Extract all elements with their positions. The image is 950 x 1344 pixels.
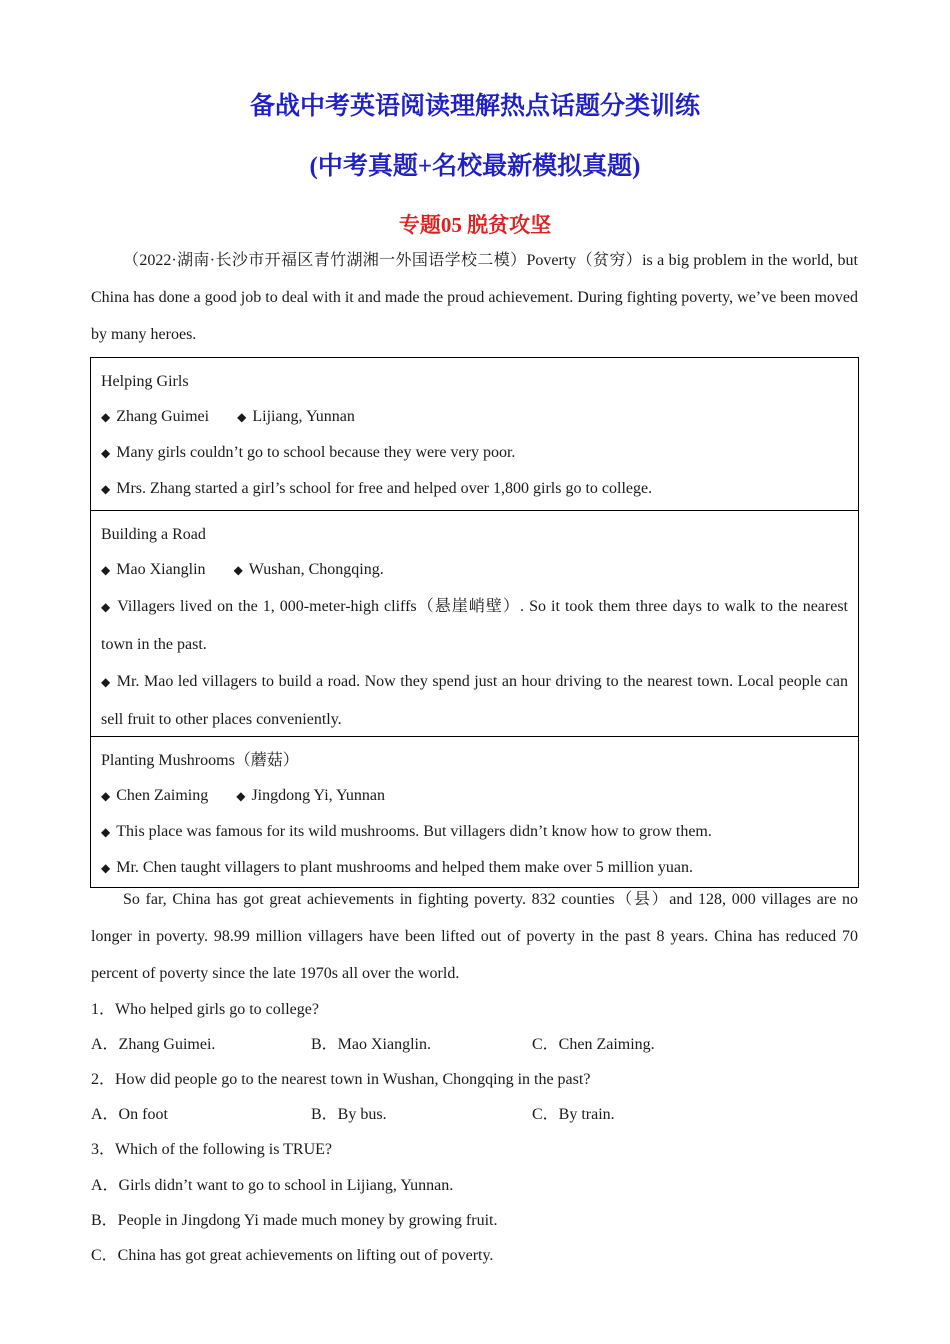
hero-place: Wushan, Chongqing. <box>248 561 384 578</box>
section-heading: Building a Road <box>101 526 206 543</box>
hero-place: Lijiang, Yunnan <box>252 408 355 425</box>
section-heading: Planting Mushrooms（蘑菇） <box>101 752 299 769</box>
section-point: ◆ Mr. Chen taught villagers to plant mushrooms and helped them make over 5 million yuan. <box>101 859 694 876</box>
closing-paragraph: So far, China has got great achievements in fighting poverty. 832 counties（县）and 128, 000 villages are no longer in poverty. 98.99 million villagers have been lifted out of poverty in the past 8 years. China has reduced 70 percent of poverty since the late 1970s all over the world. <box>91 891 858 982</box>
hero-info-row <box>101 778 848 814</box>
diamond-icon: ◆ <box>101 825 111 839</box>
question-1: 1．Who helped girls go to college? <box>91 1001 319 1018</box>
question-2-option-c[interactable]: C．By train. <box>532 1106 615 1123</box>
section-heading: Helping Girls <box>101 373 189 390</box>
diamond-icon: ◆ <box>101 563 111 577</box>
section-point: ◆ Mrs. Zhang started a girl’s school for free and helped over 1,800 girls go to college. <box>101 480 653 497</box>
hero-name: Mao Xianglin <box>116 561 206 578</box>
question-3-option-b[interactable]: B．People in Jingdong Yi made much money by growing fruit. <box>91 1212 498 1229</box>
heroes-table <box>90 357 859 888</box>
section-point: ◆ Villagers lived on the 1, 000-meter-high cliffs（悬崖峭壁）. So it took them three days to walk to the nearest town in the past. <box>101 598 848 653</box>
question-2: 2．How did people go to the nearest town in Wushan, Chongqing in the past? <box>91 1071 591 1088</box>
hero-name: Zhang Guimei <box>116 408 210 425</box>
hero-place: Jingdong Yi, Yunnan <box>251 787 385 804</box>
diamond-icon: ◆ <box>101 789 111 803</box>
question-3-option-c[interactable]: C．China has got great achievements on lifting out of poverty. <box>91 1247 494 1264</box>
table-section-building-road <box>91 510 858 736</box>
diamond-icon: ◆ <box>101 861 111 875</box>
hero-info-row <box>101 399 848 435</box>
table-section-helping-girls <box>91 358 858 510</box>
question-2-option-b[interactable]: B．By bus. <box>311 1106 387 1123</box>
question-2-option-a[interactable]: A．On foot <box>91 1106 168 1123</box>
question-1-option-c[interactable]: C．Chen Zaiming. <box>532 1036 655 1053</box>
diamond-icon: ◆ <box>101 410 111 424</box>
document-title: 备战中考英语阅读理解热点话题分类训练 <box>249 93 700 120</box>
diamond-icon: ◆ <box>101 600 112 614</box>
section-point: ◆ This place was famous for its wild mushrooms. But villagers didn’t know how to grow them. <box>101 823 712 840</box>
section-point: ◆ Many girls couldn’t go to school because they were very poor. <box>101 444 516 461</box>
question-1-option-b[interactable]: B．Mao Xianglin. <box>311 1036 431 1053</box>
diamond-icon: ◆ <box>233 563 243 577</box>
document-subtitle: (中考真题+名校最新模拟真题) <box>309 153 641 180</box>
diamond-icon: ◆ <box>101 482 111 496</box>
table-section-planting-mushrooms <box>91 736 858 887</box>
question-1-option-a[interactable]: A．Zhang Guimei. <box>91 1036 216 1053</box>
topic-heading: 专题05 脱贫攻坚 <box>398 213 552 237</box>
question-3: 3．Which of the following is TRUE? <box>91 1141 333 1158</box>
diamond-icon: ◆ <box>237 410 247 424</box>
diamond-icon: ◆ <box>101 675 111 689</box>
section-point: ◆ Mr. Mao led villagers to build a road. Now they spend just an hour driving to the nearest town. Local people can sell fruit to other places conveniently. <box>101 673 849 728</box>
hero-name: Chen Zaiming <box>116 787 209 804</box>
hero-info-row <box>101 552 848 588</box>
intro-paragraph: （2022·湖南·长沙市开福区青竹湖湘一外国语学校二模）Poverty（贫穷）is a big problem in the world, but China has done a good job to deal with it and made the proud achievement. During fighting poverty, we’ve been moved by many heroes. <box>91 252 858 343</box>
diamond-icon: ◆ <box>101 446 111 460</box>
question-3-option-a[interactable]: A．Girls didn’t want to go to school in Lijiang, Yunnan. <box>91 1177 454 1194</box>
diamond-icon: ◆ <box>236 789 246 803</box>
